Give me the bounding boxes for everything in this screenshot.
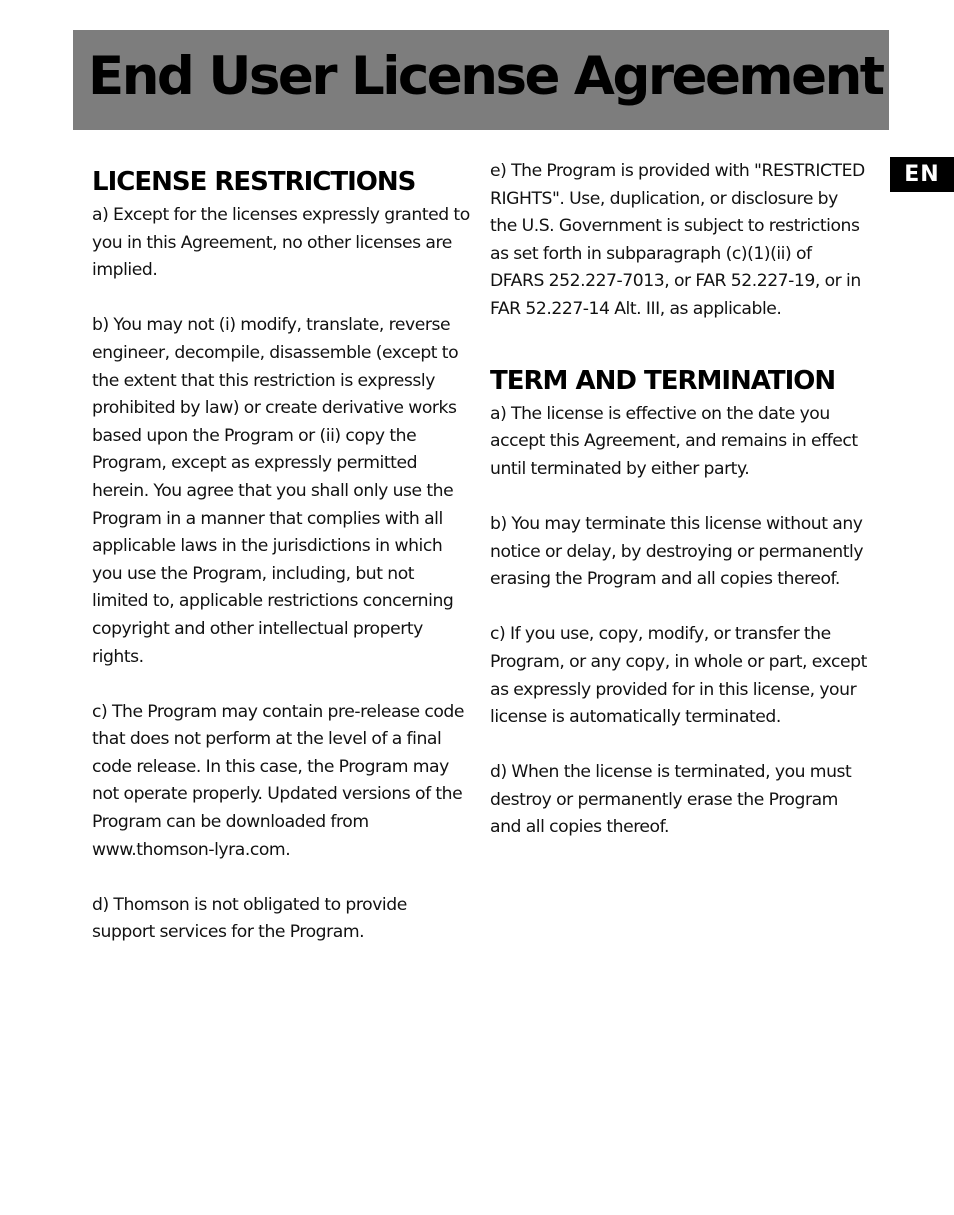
license-restrictions-heading: LICENSE RESTRICTIONS: [92, 167, 416, 197]
left-column: [92, 158, 472, 975]
termination-clause-a: a) The license is effective on the date you accept this Agreement, and remains in effect until terminated by either party.: [490, 403, 858, 479]
title-banner: [73, 30, 889, 130]
license-restriction-clause-c: c) The Program may contain pre-release code that does not perform at the level of a final code release. In this case, the Program may not operate properly. Updated versions of the Program can be downloaded from www.thomson-lyra.com.: [92, 701, 465, 860]
language-tab: EN: [890, 157, 954, 192]
termination-clause-b: b) You may terminate this license without any notice or delay, by destroying or permanently erasing the Program and all copies thereof.: [490, 513, 864, 590]
license-restriction-clause-e: e) The Program is provided with "RESTRICTED RIGHTS". Use, duplication, or disclosure by the U.S. Government is subject to restrictions as set forth in subparagraph (c)(1)(ii) of DFARS 252.227-7013, or FAR 52.227-19, or in FAR 52.227-14 Alt. III, as applicable.: [490, 161, 865, 319]
termination-clause-d: d) When the license is terminated, you must destroy or permanently erase the Program and all copies thereof.: [490, 762, 852, 838]
license-restriction-clause-a: a) Except for the licenses expressly granted to you in this Agreement, no other licenses are implied.: [92, 205, 470, 281]
license-restriction-clause-b: b) You may not (i) modify, translate, reverse engineer, decompile, disassemble (except to the extent that this restriction is expressly prohibited by law) or create derivative works based upon the Program or (ii) copy the Program, except as expressly permitted herein. You agree that you shall only use the Program in a manner that complies with all applicable laws in the jurisdictions in which you use the Program, including, but not limited to, applicable restrictions concerning copyright and other intellectual property rights.: [92, 315, 459, 667]
term-and-termination-heading: TERM AND TERMINATION: [490, 365, 836, 396]
license-restriction-clause-d: d) Thomson is not obligated to provide support services for the Program.: [92, 894, 407, 943]
right-column: [490, 158, 868, 870]
termination-clause-c: c) If you use, copy, modify, or transfer the Program, or any copy, in whole or part, except as expressly provided for in this license, your license is automatically terminated.: [490, 624, 867, 728]
page-title: End User License Agreement: [88, 46, 883, 107]
